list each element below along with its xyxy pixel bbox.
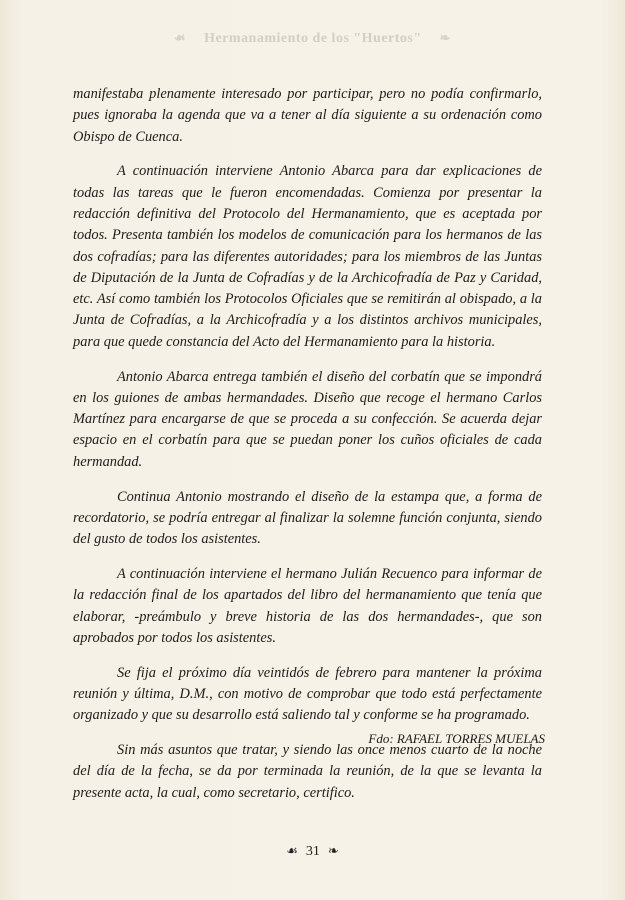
paragraph: A continuación interviene el hermano Julián Recuenco para informar de la redacción final de los apartados del libro del hermanamiento que tenía que elaborar, -preámbulo y breve historia de las dos hermandades-, que son aprobados por todos los asistentes. xyxy=(73,565,542,646)
paragraph: Se fija el próximo día veintidós de febrero para mantener la próxima reunión y última, D.M., con motivo de comprobar que todo está perfectamente organizado y que su desarrollo está saliendo tal y conforme se ha programado. xyxy=(73,664,542,724)
page-footer xyxy=(0,843,625,860)
body-text xyxy=(73,84,542,817)
page-number: 31 xyxy=(305,844,320,859)
paragraph: Continua Antonio mostrando el diseño de la estampa que, a forma de recordatorio, se podría entregar al finalizar la solemne función conjunta, siendo del gusto de todos los asistentes. xyxy=(73,488,542,548)
paragraph: A continuación interviene Antonio Abarca para dar explicaciones de todas las tareas que le fueron encomendadas. Comienza por presentar la redacción definitiva del Protocolo del Hermanamiento, que es aceptada por todos. Presenta también los modelos de comunicación para los hermanos de las dos cofradías; para las diferentes autoridades; para los miembros de las Juntas de Diputación de la Junta de Cofradías y de la Archicofradía de Paz y Caridad, etc. Así como también los Protocolos Oficiales que se remitirán al obispado, a la Junta de Cofradías, a la Archicofradía y a los distintos archivos municipales, para que quede constancia del Acto del Hermanamiento para la historia. xyxy=(73,163,542,350)
fleuron-right-icon: ❧ xyxy=(439,30,452,45)
signature-line: Fdo: RAFAEL TORRES MUELAS xyxy=(368,731,545,746)
paragraph: Antonio Abarca entrega también el diseño del corbatín que se impondrá en los guiones de ambas hermandades. Diseño que recoge el hermano Carlos Martínez para encargarse de que se proceda a su confección. Se acuerda dejar espacio en el corbatín para que se puedan poner los cuños oficiales de cada hermandad. xyxy=(73,368,542,470)
fleuron-left-icon: ☙ xyxy=(173,30,187,45)
paragraph-closing: Sin más asuntos que tratar, y siendo las once menos cuarto de la noche del día de la fecha, se da por terminada la reunión, de la que se levanta la presente acta, la cual, como secretario, certifico. xyxy=(73,742,542,801)
running-header xyxy=(0,30,625,47)
header-title: Hermanamiento de los "Huertos" xyxy=(204,31,422,46)
paragraph-continuation: manifestaba plenamente interesado por participar, pero no podía confirmarlo, pues ignoraba la agenda que va a tener al día siguiente a su ordenación como Obispo de Cuenca. xyxy=(73,86,542,145)
fleuron-left-icon: ☙ xyxy=(286,843,298,858)
fleuron-right-icon: ❧ xyxy=(327,843,339,858)
